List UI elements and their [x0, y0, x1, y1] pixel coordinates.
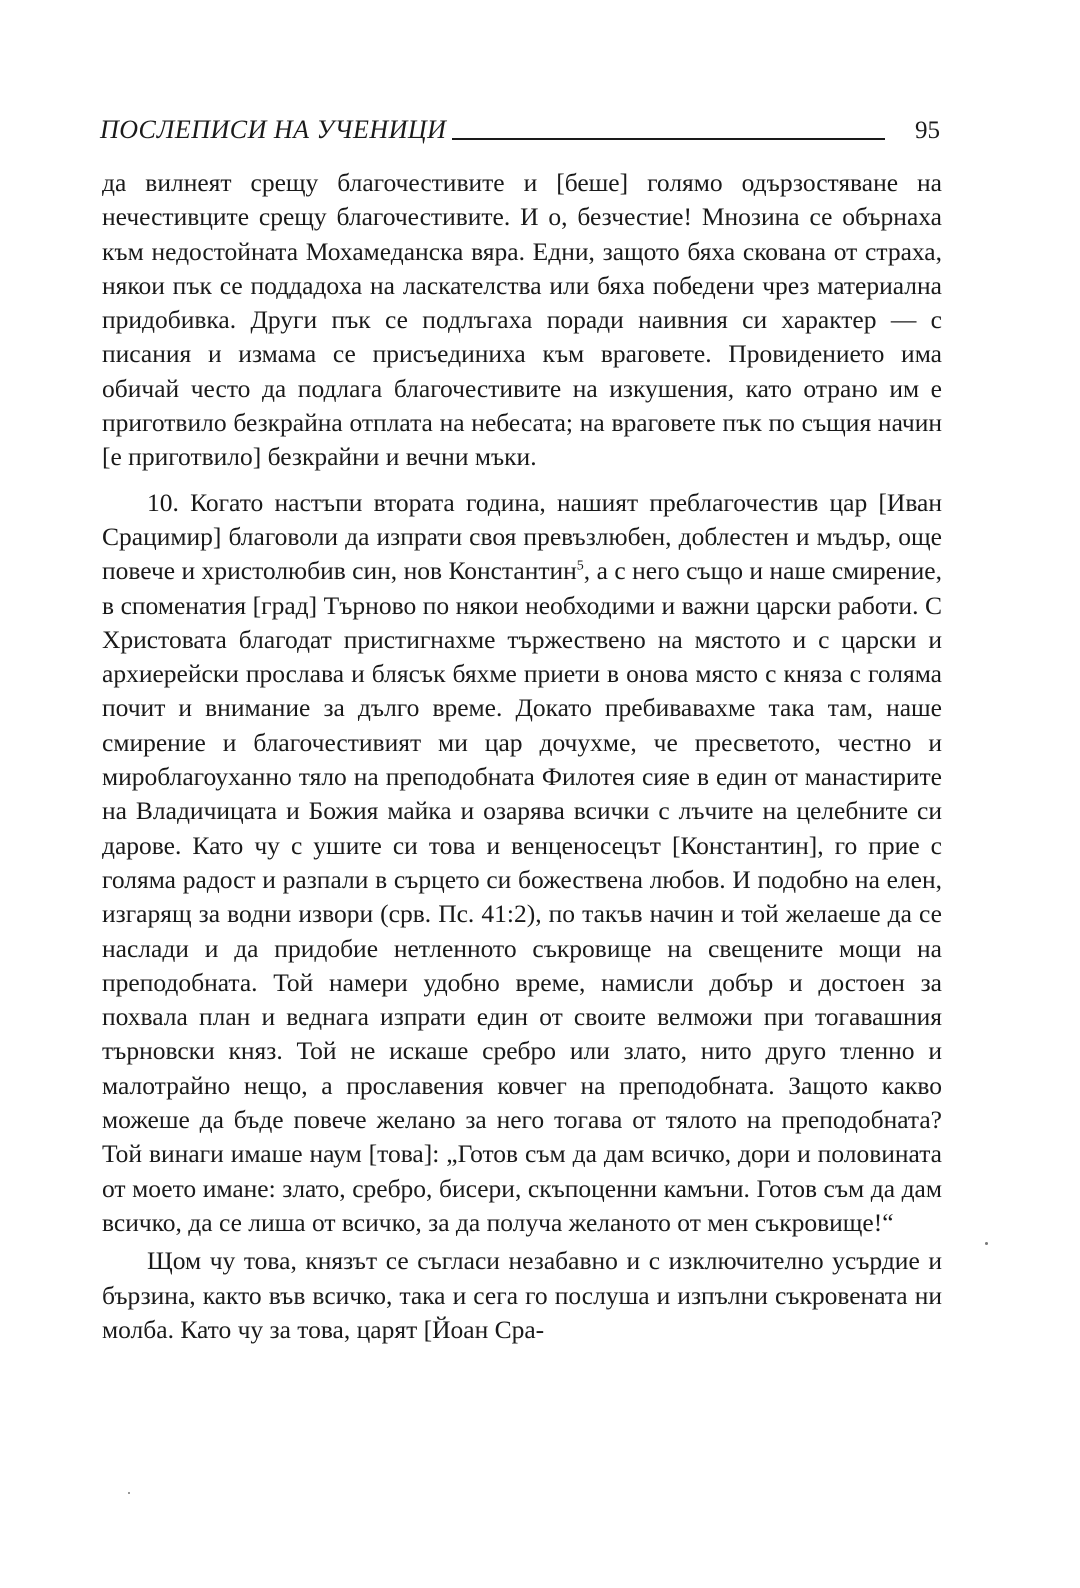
running-title: ПОСЛЕПИСИ НА УЧЕНИЦИ	[100, 115, 447, 144]
paragraph-section-10	[102, 486, 942, 1241]
page-number: 95	[915, 117, 940, 144]
paragraph-continued: да вилнеят срещу благочестивите и [беше] голямо одързостяване на нечестивците срещу благочестивите. И о, безчестие! Мнозина се обърнаха към недостойната Мохамеданска вяра. Едни, защото бяха скована от страха, някои пък се поддадоха на ласкателства или бяха победени чрез материална придобивка. Други пък се подлъгаха поради наивния си характер — с писания и измама се присъединиха към враговете. Провидението има обичай често да подлага благочестивите на изкушения, като отрано им е приготвило безкрайна отплата на небесата; на враговете пък по същия начин [е приготвило] безкрайни и вечни мъки.	[102, 168, 942, 472]
footnote-marker: 5	[576, 558, 584, 574]
paragraph-text: 10. Когато настъпи втората година, нашият преблагочестив цар [Иван Срацимир] благоволи да изпрати своя превъзлюбен, доблестен и мъдър, още повече и христолюбив син, нов Константин	[102, 487, 942, 586]
paragraph-text: , а с него също и наше смирение, в споменатия [град] Търново по някои необходими и важни царски работи. С Христовата благодат пристигнахме тържествено на мястото и с царски и архиерейски прослава и блясък бяхме приети в онова място с княза с голяма почит и внимание за дълго време. Докато пребивавахме така там, наше смирение и благочестивият ми цар дочухме, че пресветото, честно и мироблагоуханно тяло на преподобната Филотея сияе в един от манастирите на Владичицата и Божия майка и озарява всички с лъчите на целебните си дарове. Като чу с ушите си това и венценосецът [Константин], го прие с голяма радост и разпали в сърцето си божествена любов. И подобно на елен, изгарящ за водни извори (срв. Пс. 41:2), по такъв начин и той желаеше да се наслади и да придобие нетленното съкровище на свещените мощи на преподобната. Той намери удобно време, намисли добър и достоен за похвала план и веднага изпрати един от своите велможи при тогавашния търновски княз. Той не искаше сребро или злато, нито друго тленно и малотрайно нещо, а прославения ковчег на преподобната. Защото какво можеше да бъде повече желано за него тогава от тялото на преподобната? Той винаги имаше наум [това]: „Готов съм да дам всичко, дори и половината от моето имане: злато, сребро, бисери, скъпоценни камъни. Готов съм да дам всичко, да се лиша от всичко, за да получа желаното от мен съкровище!“	[102, 556, 942, 1237]
scan-speck	[128, 1492, 130, 1494]
running-header	[100, 103, 940, 143]
header-rule	[452, 138, 885, 140]
page-body	[102, 166, 942, 1347]
paragraph-final: Щом чу това, князът се съгласи незабавно и с изключително усърдие и бързина, както във всичко, така и сега го послуша и изпълни съкровената ни молба. Като чу за това, царят [Йоан Сра-	[102, 1246, 942, 1344]
scan-speck	[985, 1242, 988, 1245]
